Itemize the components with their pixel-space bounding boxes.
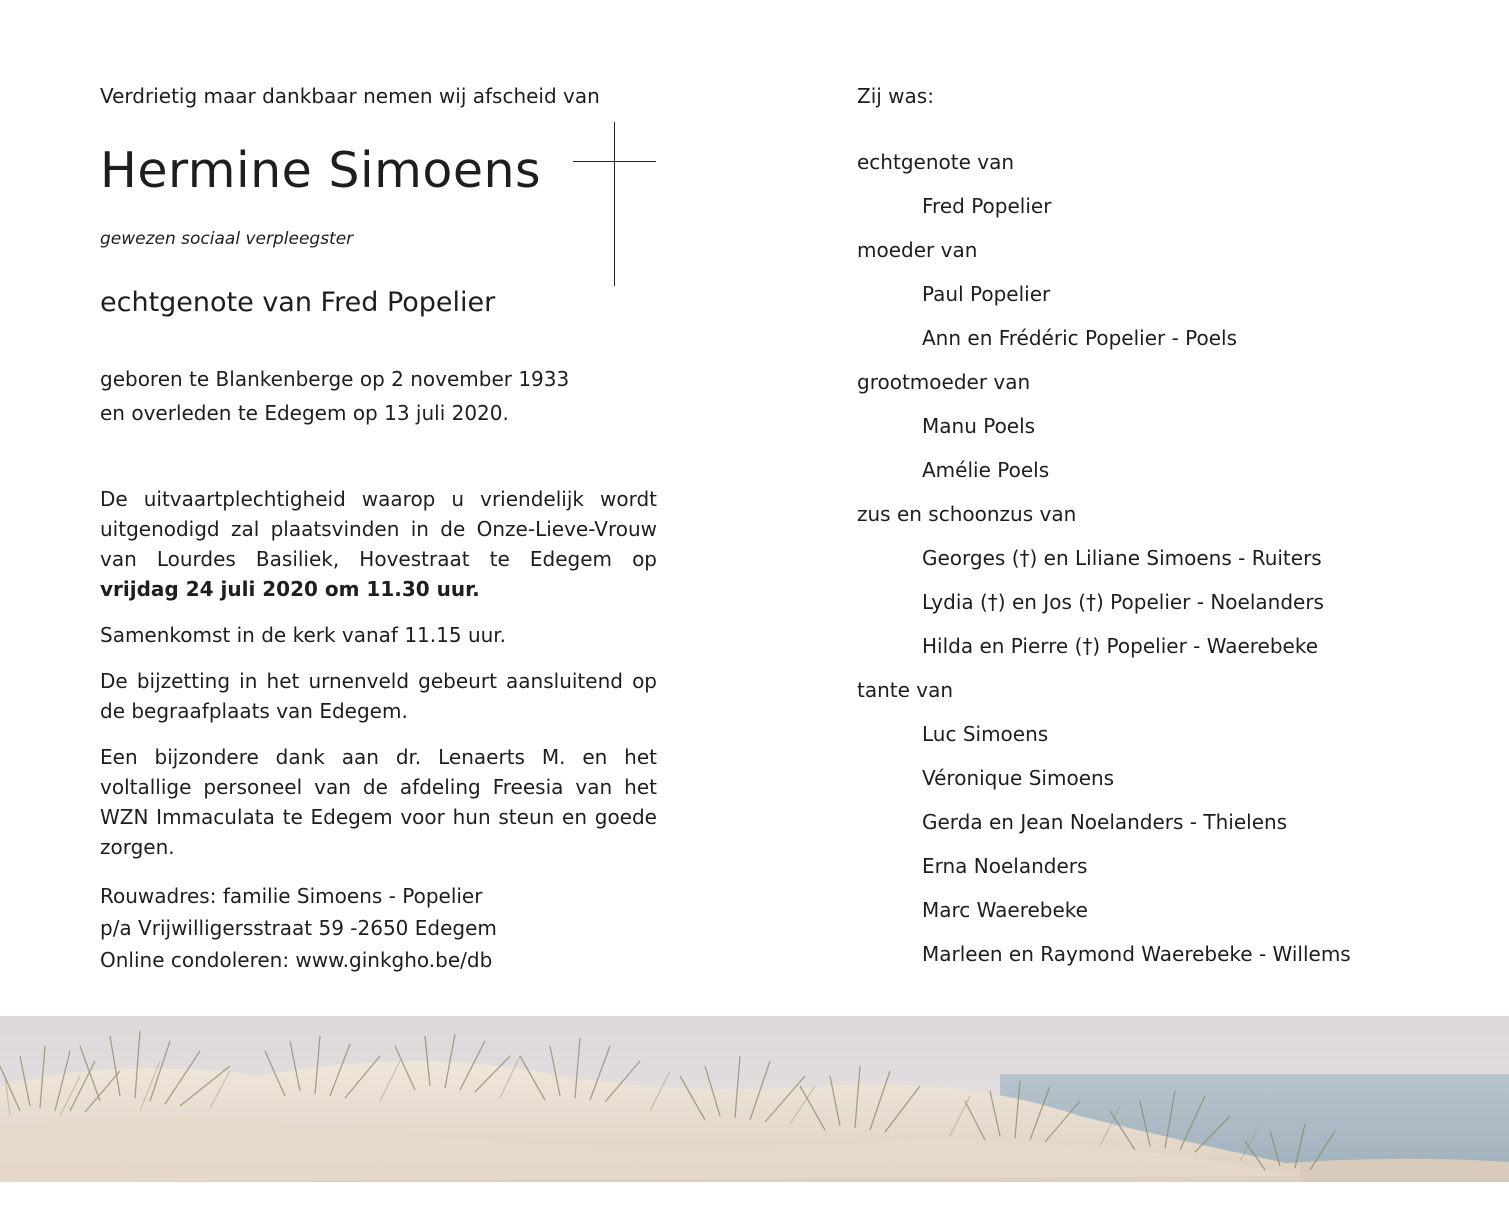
ceremony-info <box>100 484 657 862</box>
deceased-name: Hermine Simoens <box>100 142 542 199</box>
relation-label: echtgenote van <box>857 150 1015 174</box>
address-line-1: Rouwadres: familie Simoens - Popelier <box>100 884 483 908</box>
ceremony-paragraph <box>100 484 657 604</box>
relation-label: moeder van <box>857 238 978 262</box>
life-dates <box>100 362 569 430</box>
relation-name: Lydia (†) en Jos (†) Popelier - Noelanders <box>922 590 1324 614</box>
relation-name: Marleen en Raymond Waerebeke - Willems <box>922 942 1351 966</box>
gathering-paragraph: Samenkomst in de kerk vanaf 11.15 uur. <box>100 623 507 647</box>
burial-paragraph: De bijzetting in het urnenveld gebeurt aansluitend op de begraafplaats van Edegem. <box>100 669 657 723</box>
relation-name: Hilda en Pierre (†) Popelier - Waerebeke <box>922 634 1319 658</box>
occupation-text: gewezen sociaal verpleegster <box>100 229 354 249</box>
dune-image <box>0 1016 1509 1182</box>
relation-name: Véronique Simoens <box>922 766 1115 790</box>
cross-icon-bar <box>573 161 656 162</box>
relation-label: zus en schoonzus van <box>857 502 1077 526</box>
address-line-2: p/a Vrijwilligersstraat 59 -2650 Edegem <box>100 916 497 940</box>
ceremony-date: vrijdag 24 juli 2020 om 11.30 uur. <box>100 577 480 601</box>
contact-info <box>100 880 497 976</box>
relation-name: Ann en Frédéric Popelier - Poels <box>922 326 1238 350</box>
relation-name: Marc Waerebeke <box>922 898 1088 922</box>
cross-icon <box>614 122 615 286</box>
relations-heading: Zij was: <box>857 84 934 108</box>
spouse-line: echtgenote van Fred Popelier <box>100 287 496 318</box>
relation-name: Amélie Poels <box>922 458 1050 482</box>
relation-name: Gerda en Jean Noelanders - Thielens <box>922 810 1288 834</box>
death-line: en overleden te Edegem op 13 juli 2020. <box>100 401 509 425</box>
relation-name: Erna Noelanders <box>922 854 1088 878</box>
relation-name: Manu Poels <box>922 414 1036 438</box>
relation-label: tante van <box>857 678 954 702</box>
condolence-line: Online condoleren: www.ginkgho.be/db <box>100 948 493 972</box>
relation-name: Fred Popelier <box>922 194 1052 218</box>
relation-name: Luc Simoens <box>922 722 1049 746</box>
ceremony-text: De uitvaartplechtigheid waarop u vriendelijk wordt uitgenodigd zal plaatsvinden in de Onze-Lieve-Vrouw van Lourdes Basiliek, Hovestraat te Edegem op <box>100 487 657 571</box>
thanks-paragraph: Een bijzondere dank aan dr. Lenaerts M. en het voltallige personeel van de afdeling Freesia van het WZN Immaculata te Edegem voor hun steun en goede zorgen. <box>100 745 657 859</box>
relations-list <box>857 140 1351 976</box>
relation-name: Georges (†) en Liliane Simoens - Ruiters <box>922 546 1322 570</box>
birth-line: geboren te Blankenberge op 2 november 1933 <box>100 367 570 391</box>
intro-text: Verdrietig maar dankbaar nemen wij afscheid van <box>100 84 600 108</box>
relation-name: Paul Popelier <box>922 282 1051 306</box>
relation-label: grootmoeder van <box>857 370 1031 394</box>
